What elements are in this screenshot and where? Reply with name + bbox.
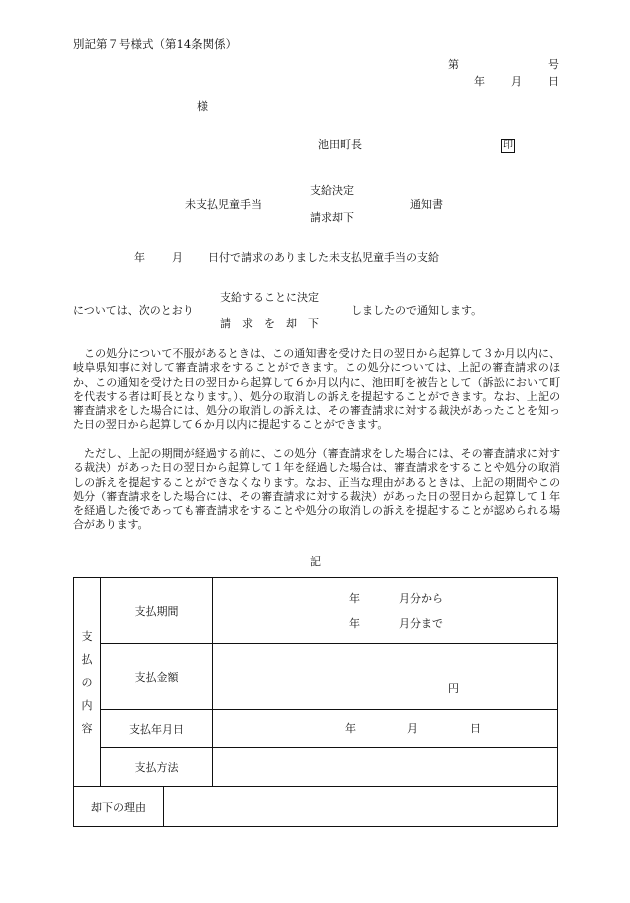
reject-reason-value[interactable] xyxy=(164,787,558,827)
document-number-prefix: 第 xyxy=(448,58,459,71)
payment-details-table xyxy=(73,577,558,827)
decision-option-reject: 請 求 を 却 下 xyxy=(220,317,319,330)
seal-label: 印 xyxy=(503,140,513,151)
seal-mark xyxy=(501,138,515,153)
payment-amount-label: 支払金額 xyxy=(101,644,213,710)
request-text: 日付で請求のありました未支払児童手当の支給 xyxy=(208,251,439,264)
reject-reason-label: 却下の理由 xyxy=(74,787,164,827)
request-month: 月 xyxy=(172,251,183,264)
title-option-approve: 支給決定 xyxy=(310,184,354,197)
pay-date-year: 年 xyxy=(345,722,356,735)
addressee-suffix: 様 xyxy=(197,100,208,113)
period-to-month: 月分まで xyxy=(399,617,443,630)
payment-period-value[interactable] xyxy=(213,578,558,644)
request-year: 年 xyxy=(134,251,145,264)
pay-date-day: 日 xyxy=(470,722,481,735)
form-reference: 別記第７号様式（第14条関係） xyxy=(73,37,238,51)
payment-method-label: 支払方法 xyxy=(101,748,213,787)
payment-content-group-label xyxy=(74,578,101,787)
title-suffix: 通知書 xyxy=(410,198,443,211)
payment-date-label: 支払年月日 xyxy=(101,710,213,748)
payment-amount-value[interactable] xyxy=(213,644,558,710)
payment-date-value[interactable] xyxy=(213,710,558,748)
payment-method-value[interactable] xyxy=(213,748,558,787)
group-label-char: 内 xyxy=(81,698,93,712)
period-from-month: 月分から xyxy=(399,592,443,605)
period-from-year: 年 xyxy=(349,592,360,605)
amount-unit: 円 xyxy=(448,682,459,695)
pay-date-month: 月 xyxy=(407,722,418,735)
group-label-char: の xyxy=(81,675,93,689)
appeal-notice-paragraph-1: この処分について不服があるときは、この通知書を受けた日の翌日から起算して３か月以内に、岐阜県知事に対して審査請求をすることができます。この処分については、上記の審査請求のほか、この通知を受けた日の翌日から起算して６か月以内に、池田町を被告として（訴訟において町を代表する者は町長となります。）、処分の取消しの訴えを提起することができます。なお、上記の審査請求をした場合には、処分の取消しの訴えは、その審査請求に対する裁決があったことを知った日の翌日から起算して６か月以内に提起することができます。 xyxy=(73,347,560,432)
issue-date-year: 年 xyxy=(474,75,485,88)
payment-period-label: 支払期間 xyxy=(101,578,213,644)
group-label-char: 支 xyxy=(81,629,93,643)
title-option-reject: 請求却下 xyxy=(310,211,354,224)
sender-name: 池田町長 xyxy=(318,138,362,151)
decision-option-approve: 支給することに決定 xyxy=(220,291,319,304)
period-to-year: 年 xyxy=(349,617,360,630)
document-number-suffix: 号 xyxy=(548,58,559,71)
appeal-notice-paragraph-2: ただし、上記の期間が経過する前に、この処分（審査請求をした場合には、その審査請求に対する裁決）があった日の翌日から起算して１年を経過した場合は、審査請求をすることや処分の取消しの訴えを提起することができなくなります。なお、正当な理由があるときは、上記の期間やこの処分（審査請求をした場合には、その審査請求に対する裁決）があった日の翌日から起算して１年を経過した後であっても審査請求をすることや処分の取消しの訴えを提起することが認められる場合があります。 xyxy=(73,447,560,532)
group-label-char: 払 xyxy=(81,652,93,666)
issue-date-day: 日 xyxy=(548,75,559,88)
ki-heading: 記 xyxy=(310,555,321,568)
title-subject: 未支払児童手当 xyxy=(185,198,262,211)
decision-suffix: しましたので通知します。 xyxy=(351,304,483,317)
decision-prefix: については、次のとおり xyxy=(73,304,194,317)
issue-date-month: 月 xyxy=(511,75,522,88)
group-label-char: 容 xyxy=(81,721,93,735)
